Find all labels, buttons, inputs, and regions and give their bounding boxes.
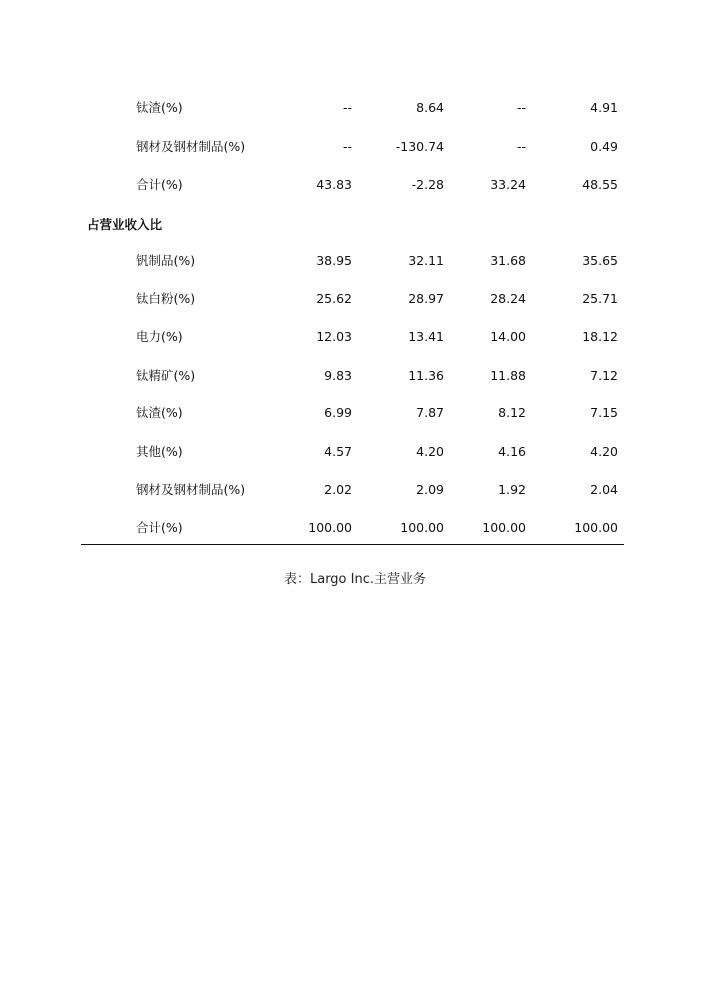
cell-value: 4.57 xyxy=(324,444,352,459)
table-row xyxy=(0,403,710,423)
cell-value: 0.49 xyxy=(590,139,618,154)
row-label: 钢材及钢材制品(%) xyxy=(136,482,246,497)
cell-value: 7.12 xyxy=(590,368,618,383)
cell-value: -130.74 xyxy=(395,139,444,154)
cell-value: 100.00 xyxy=(400,520,444,535)
cell-value: 7.15 xyxy=(590,405,618,420)
cell-value: 2.04 xyxy=(590,482,618,497)
row-label: 钛精矿(%) xyxy=(136,368,196,383)
cell-value: 4.16 xyxy=(498,444,526,459)
cell-value: 18.12 xyxy=(582,329,618,344)
table-row xyxy=(0,327,710,347)
cell-value: 8.12 xyxy=(498,405,526,420)
table-row xyxy=(0,480,710,500)
cell-value: 100.00 xyxy=(308,520,352,535)
cell-value: -- xyxy=(342,100,352,115)
cell-value: 28.24 xyxy=(490,291,526,306)
row-label: 钢材及钢材制品(%) xyxy=(136,139,246,154)
table-caption: 表：Largo Inc.主营业务 xyxy=(283,572,427,587)
cell-value: 28.97 xyxy=(408,291,444,306)
table-row xyxy=(0,137,710,157)
cell-value: 4.20 xyxy=(590,444,618,459)
cell-value: -- xyxy=(342,139,352,154)
cell-value: 2.09 xyxy=(416,482,444,497)
cell-value: 25.62 xyxy=(316,291,352,306)
cell-value: 35.65 xyxy=(582,253,618,268)
row-label: 合计(%) xyxy=(136,520,183,535)
cell-value: 6.99 xyxy=(324,405,352,420)
cell-value: 12.03 xyxy=(316,329,352,344)
table-row xyxy=(0,289,710,309)
row-label: 电力(%) xyxy=(136,329,183,344)
row-label: 其他(%) xyxy=(136,444,183,459)
cell-value: -- xyxy=(516,139,526,154)
cell-value: 32.11 xyxy=(408,253,444,268)
cell-value: 7.87 xyxy=(416,405,444,420)
section-title: 占营业收入比 xyxy=(87,217,163,232)
table-row xyxy=(0,251,710,271)
row-label: 钛白粉(%) xyxy=(136,291,196,306)
table-row xyxy=(0,175,710,195)
cell-value: 48.55 xyxy=(582,177,618,192)
table-row xyxy=(0,98,710,118)
cell-value: 9.83 xyxy=(324,368,352,383)
cell-value: -- xyxy=(516,100,526,115)
table-row xyxy=(0,366,710,386)
row-label: 合计(%) xyxy=(136,177,183,192)
cell-value: 11.88 xyxy=(490,368,526,383)
cell-value: 38.95 xyxy=(316,253,352,268)
cell-value: 4.91 xyxy=(590,100,618,115)
table-bottom-rule xyxy=(81,544,624,545)
table-row xyxy=(0,442,710,462)
cell-value: 11.36 xyxy=(408,368,444,383)
cell-value: 1.92 xyxy=(498,482,526,497)
cell-value: 100.00 xyxy=(574,520,618,535)
cell-value: 33.24 xyxy=(490,177,526,192)
cell-value: 25.71 xyxy=(582,291,618,306)
cell-value: 100.00 xyxy=(482,520,526,535)
cell-value: -2.28 xyxy=(411,177,444,192)
cell-value: 43.83 xyxy=(316,177,352,192)
table-row xyxy=(0,518,710,538)
cell-value: 13.41 xyxy=(408,329,444,344)
row-label: 钒制品(%) xyxy=(136,253,196,268)
cell-value: 4.20 xyxy=(416,444,444,459)
section-header-row xyxy=(0,215,710,235)
cell-value: 2.02 xyxy=(324,482,352,497)
cell-value: 14.00 xyxy=(490,329,526,344)
cell-value: 8.64 xyxy=(416,100,444,115)
row-label: 钛渣(%) xyxy=(136,405,183,420)
row-label: 钛渣(%) xyxy=(136,100,183,115)
cell-value: 31.68 xyxy=(490,253,526,268)
